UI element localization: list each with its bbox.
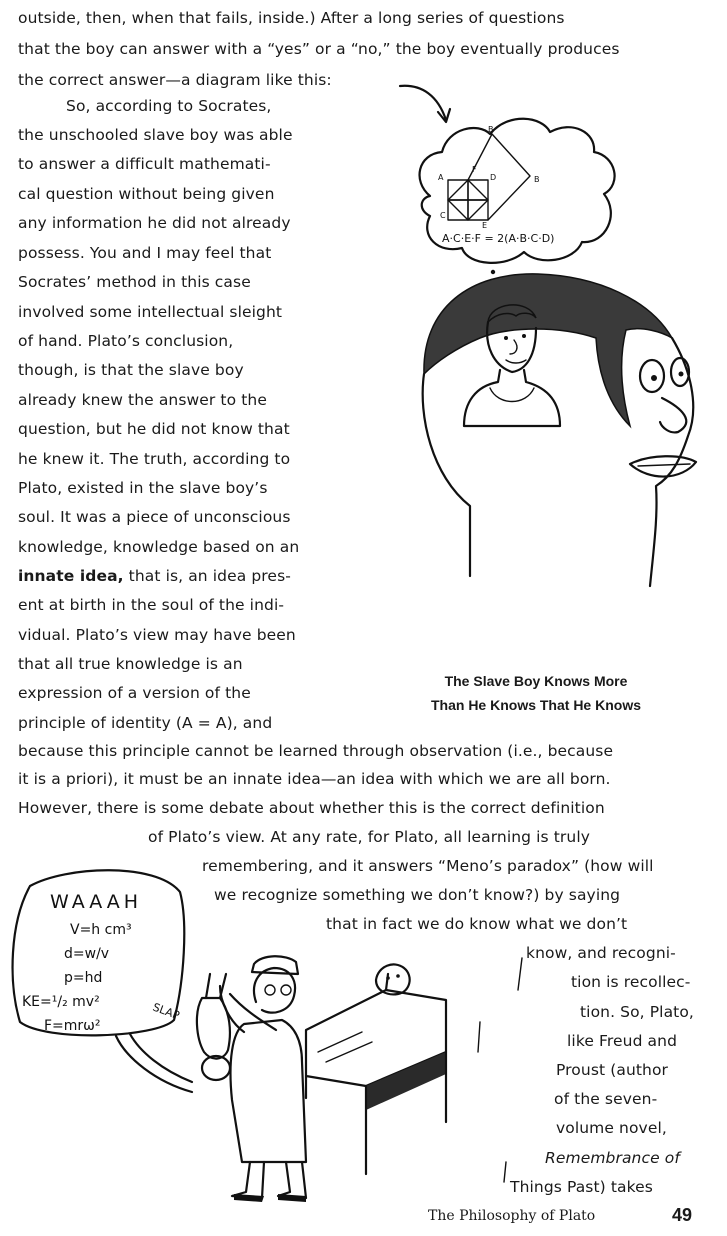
body-line: already knew the answer to the: [18, 391, 267, 409]
body-line: because this principle cannot be learned through observation (i.e., because: [18, 742, 614, 760]
body-line: of the seven-: [554, 1090, 658, 1108]
body-line: Remembrance of: [545, 1149, 680, 1167]
diagram-equation: A·C·E·F = 2(A·B·C·D): [442, 232, 555, 245]
speech-text: KE=¹/₂ mv²: [22, 994, 100, 1010]
body-line: the correct answer—a diagram like this:: [18, 71, 332, 89]
body-line: [18, 566, 291, 586]
body-line: expression of a version of the: [18, 684, 251, 702]
body-line: that in fact we do know what we don’t: [326, 915, 628, 933]
diagram-label: D: [490, 173, 497, 182]
body-line: cal question without being given: [18, 185, 275, 203]
page-number: 49: [672, 1205, 693, 1225]
diagram-label: C: [440, 211, 446, 220]
body-line: that all true knowledge is an: [18, 655, 243, 673]
body-line: we recognize something we don’t know?) by saying: [214, 886, 621, 904]
body-line: Plato, existed in the slave boy’s: [18, 479, 268, 497]
speech-text: p=hd: [64, 970, 103, 986]
body-line: Socrates’ method in this case: [18, 273, 251, 291]
body-line: it is a priori), it must be an innate idea—an idea with which we are all born.: [18, 770, 611, 788]
diagram-label: E: [482, 221, 488, 230]
diagram-label: B: [534, 175, 540, 184]
body-line: soul. It was a piece of unconscious: [18, 508, 291, 526]
body-line: volume novel,: [556, 1119, 667, 1137]
body-line: So, according to Socrates,: [66, 97, 272, 115]
body-line: question, but he did not know that: [18, 420, 290, 438]
bed: [306, 964, 446, 1174]
diagram-label: F: [472, 165, 477, 174]
body-line: remembering, and it answers “Meno’s paradox” (how will: [202, 857, 654, 875]
slap-sound: SLAP: [150, 1000, 182, 1023]
key-term: innate idea,: [18, 567, 124, 585]
body-line: to answer a difficult mathemati-: [18, 155, 271, 173]
speech-text: d=w/v: [64, 946, 110, 962]
body-line-rest: that is, an idea pres-: [123, 567, 291, 585]
body-line: he knew it. The truth, according to: [18, 450, 291, 468]
birth-illustration: [6, 862, 546, 1212]
speech-text: V=h cm³: [70, 922, 132, 938]
body-line: of hand. Plato’s conclusion,: [18, 332, 234, 350]
body-line: involved some intellectual sleight: [18, 303, 283, 321]
slave-boy-illustration: [360, 76, 720, 596]
diagram-label: A: [438, 173, 444, 182]
speech-text: WAAAH: [50, 891, 143, 913]
body-line: any information he did not already: [18, 214, 291, 232]
diagram-label: B: [488, 125, 494, 134]
body-line: possess. You and I may feel that: [18, 244, 272, 262]
body-line: principle of identity (A = A), and: [18, 714, 273, 732]
body-line: though, is that the slave boy: [18, 361, 244, 379]
head-outline: [423, 374, 470, 576]
body-line: that the boy can answer with a “yes” or a “no,” the boy eventually produces: [18, 40, 620, 58]
figure-caption-line-1: The Slave Boy Knows More: [444, 673, 628, 689]
body-line: Proust (author: [556, 1061, 669, 1079]
body-line: the unschooled slave boy was able: [18, 126, 293, 144]
speech-text: F=mrω²: [44, 1018, 101, 1034]
body-line: vidual. Plato’s view may have been: [18, 626, 296, 644]
body-line: tion is recollec-: [571, 973, 691, 991]
head-hair: [424, 274, 672, 426]
body-line: However, there is some debate about whether this is the correct definition: [18, 799, 605, 817]
baby-figure: [197, 974, 230, 1080]
body-line: know, and recogni-: [526, 944, 676, 962]
body-line: of Plato’s view. At any rate, for Plato, all learning is truly: [148, 828, 590, 846]
body-line: like Freud and: [567, 1032, 678, 1050]
figure-caption-line-2: Than He Knows That He Knows: [430, 697, 641, 713]
doctor-figure: [220, 956, 306, 1202]
body-line: outside, then, when that fails, inside.) After a long series of questions: [18, 9, 565, 27]
body-line: knowledge, knowledge based on an: [18, 538, 300, 556]
body-line: tion. So, Plato,: [580, 1003, 694, 1021]
geometry-diagram: [448, 134, 530, 220]
body-line: ent at birth in the soul of the indi-: [18, 596, 285, 614]
body-line: Things Past) takes: [510, 1178, 653, 1196]
running-footer-title: The Philosophy of Plato: [428, 1208, 596, 1224]
